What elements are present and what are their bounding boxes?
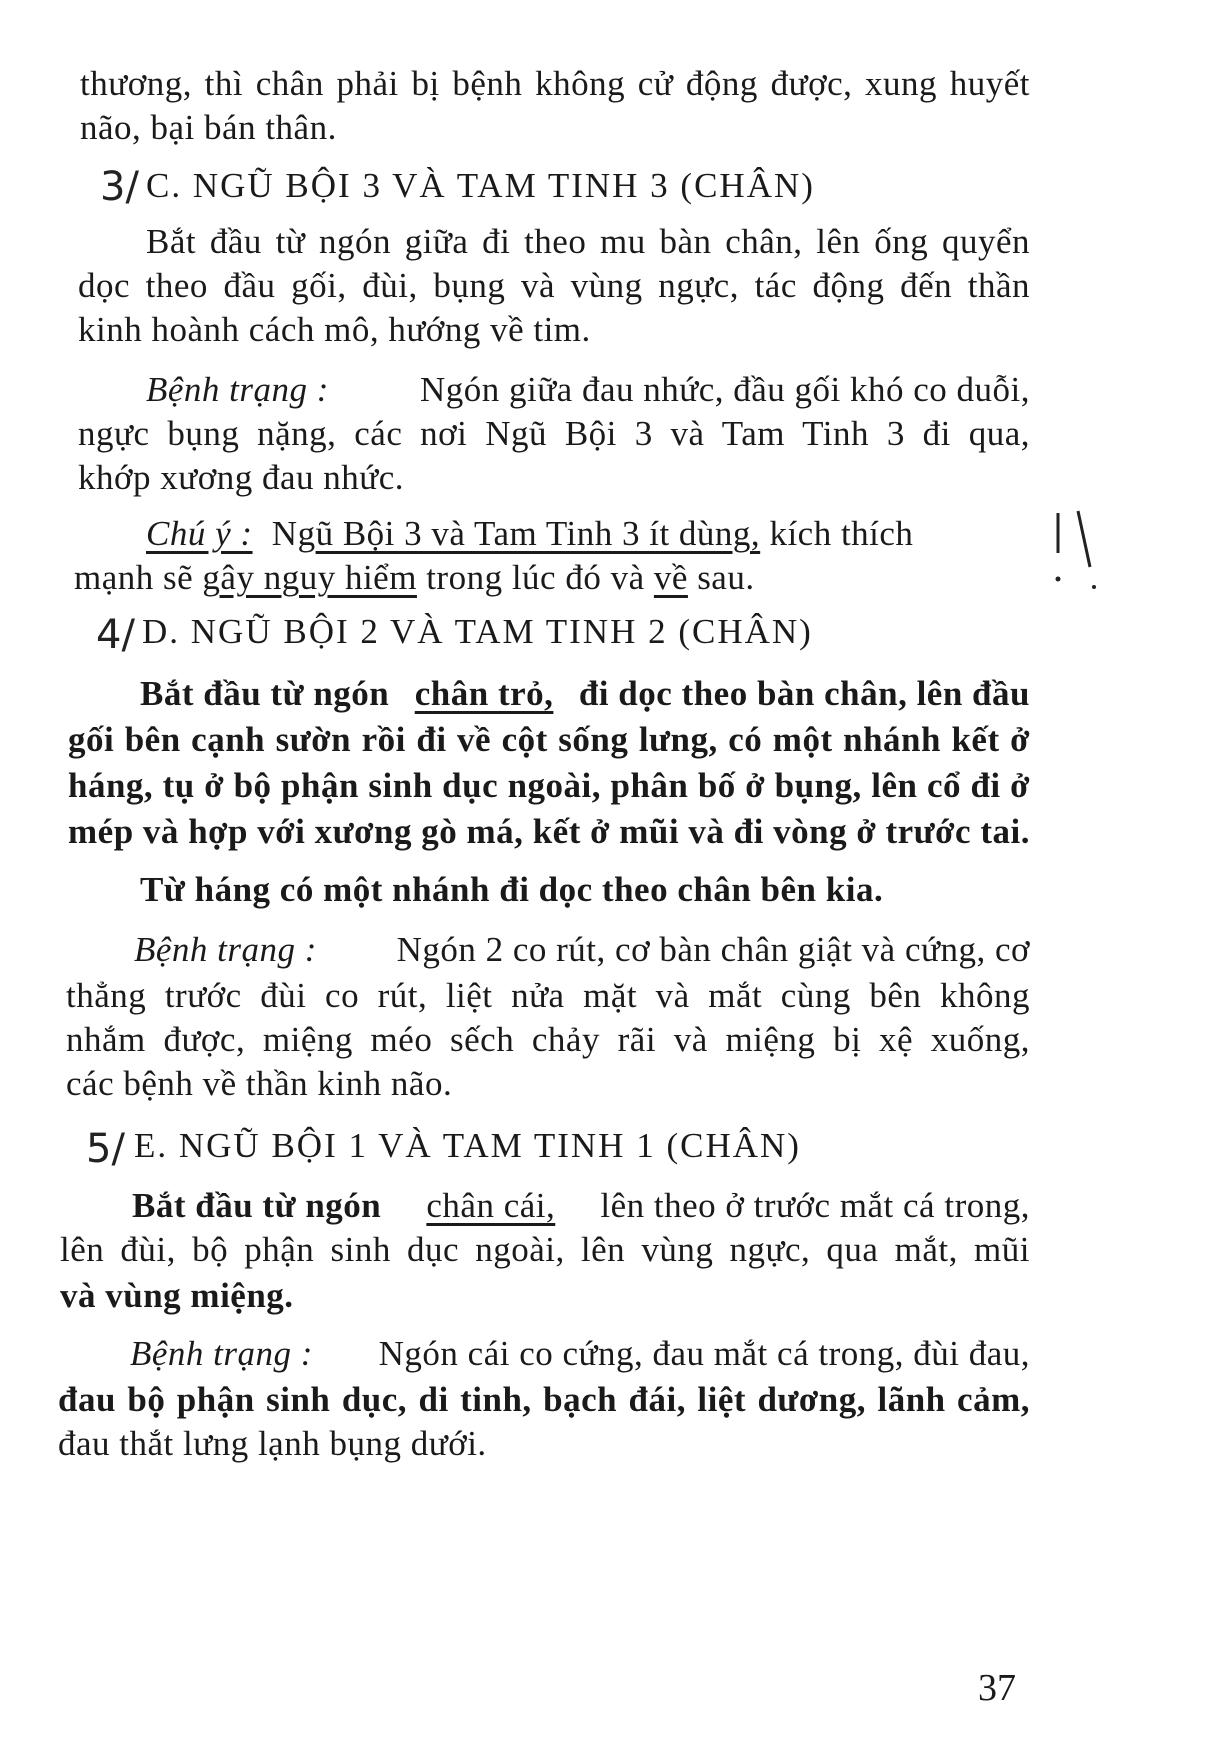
section-d-symptom-line-1	[134, 932, 1030, 967]
section-e-body-3: và vùng miệng.	[60, 1276, 294, 1315]
e-body1-underlined: chân cái,	[426, 1186, 556, 1225]
section-c-heading: C. NGŨ BỘI 3 VÀ TAM TINH 3 (CHÂN)	[146, 166, 815, 205]
section-c-note-line-2	[74, 560, 755, 595]
e-body1-post: lên theo ở trước mắt cá trong,	[600, 1186, 1030, 1225]
note2-post: sau.	[687, 558, 755, 597]
symptom-label: Bệnh trạng :	[146, 370, 329, 409]
margin-exclamation-marks	[1050, 505, 1100, 595]
note2-underlined-2: về	[653, 558, 688, 597]
note2-pre: mạnh sẽ	[74, 558, 203, 597]
section-d-symptom-line-2: thẳng trước đùi co rút, liệt nửa mặt và mắt cùng bên không	[66, 976, 1030, 1015]
section-c-symptom-line-1	[146, 372, 1030, 407]
section-e-symptom-line-1	[130, 1336, 1030, 1371]
intro-line-1: thương, thì chân phải bị bệnh không cử động được, xung huyết	[80, 64, 1030, 103]
note-post: kích thích	[760, 514, 914, 553]
note2-underlined-1: gây nguy hiểm	[202, 558, 417, 597]
note-label: Chú ý :	[146, 514, 253, 553]
section-d-body-2: gối bên cạnh sườn rồi đi về cột sống lưng, có một nhánh kết ở	[68, 720, 1030, 759]
section-e-symptom-line-3: đau thắt lưng lạnh bụng dưới.	[58, 1424, 487, 1463]
note-underlined: ũ Bội 3 và Tam Tinh 3 ít dùng,	[315, 514, 761, 553]
d-body1-pre: Bắt đầu từ ngón	[140, 674, 390, 713]
section-d-symptom-line-4: các bệnh về thần kinh não.	[66, 1064, 453, 1103]
symptom-text: Ngón cái co cứng, đau mắt cá trong, đùi đau,	[378, 1334, 1030, 1373]
section-c-body-3: kinh hoành cách mô, hướng về tim.	[78, 310, 591, 349]
section-c-body-1: Bắt đầu từ ngón giữa đi theo mu bàn chân, lên ống quyển	[146, 222, 1030, 261]
d-body1-post: đi dọc theo bàn chân, lên đầu	[578, 674, 1030, 713]
section-c-symptom-line-2: ngực bụng nặng, các nơi Ngũ Bội 3 và Tam Tinh 3 đi qua,	[78, 414, 1030, 453]
section-d-body-3: háng, tụ ở bộ phận sinh dục ngoài, phân bố ở bụng, lên cổ đi ở	[68, 766, 1030, 805]
intro-line-2: não, bại bán thân.	[80, 108, 337, 147]
section-c-symptom-line-3: khớp xương đau nhức.	[78, 458, 405, 497]
note-pre: Ng	[271, 514, 316, 553]
section-d-heading: D. NGŨ BỘI 2 VÀ TAM TINH 2 (CHÂN)	[142, 612, 813, 651]
e-body1-pre: Bắt đầu từ ngón	[132, 1186, 382, 1225]
handwritten-mark-3: 3/	[100, 164, 139, 210]
section-e-symptom-line-2: đau bộ phận sinh dục, di tinh, bạch đái, liệt dương, lãnh cảm,	[58, 1380, 1030, 1419]
section-d-symptom-line-3: nhắm được, miệng méo sếch chảy rãi và miệng bị xệ xuống,	[66, 1020, 1030, 1059]
section-e-heading: E. NGŨ BỘI 1 VÀ TAM TINH 1 (CHÂN)	[134, 1126, 801, 1165]
section-c-note-line-1	[146, 516, 1030, 551]
section-e-body-2: lên đùi, bộ phận sinh dục ngoài, lên vùng ngực, qua mắt, mũi	[60, 1230, 1030, 1269]
symptom-label: Bệnh trạng :	[130, 1334, 313, 1373]
d-body1-underlined: chân trỏ,	[414, 674, 554, 713]
page-number: 37	[978, 1667, 1016, 1709]
section-d-body-1	[140, 676, 1030, 711]
section-e-body-1	[132, 1188, 1030, 1223]
section-c-body-2: dọc theo đầu gối, đùi, bụng và vùng ngực, tác động đến thần	[78, 266, 1030, 305]
section-d-body-4: mép và hợp với xương gò má, kết ở mũi và đi vòng ở trước tai.	[68, 812, 1030, 851]
handwritten-mark-4: 4/	[96, 612, 135, 658]
symptom-text: Ngón giữa đau nhức, đầu gối khó co duỗi,	[419, 370, 1030, 409]
symptom-label: Bệnh trạng :	[134, 930, 317, 969]
handwritten-mark-5: 5/	[86, 1126, 125, 1172]
section-d-branch: Từ háng có một nhánh đi dọc theo chân bên kia.	[140, 870, 884, 909]
note2-mid: trong lúc đó và	[416, 558, 654, 597]
symptom-text: Ngón 2 co rút, cơ bàn chân giật và cứng, cơ	[396, 930, 1030, 969]
